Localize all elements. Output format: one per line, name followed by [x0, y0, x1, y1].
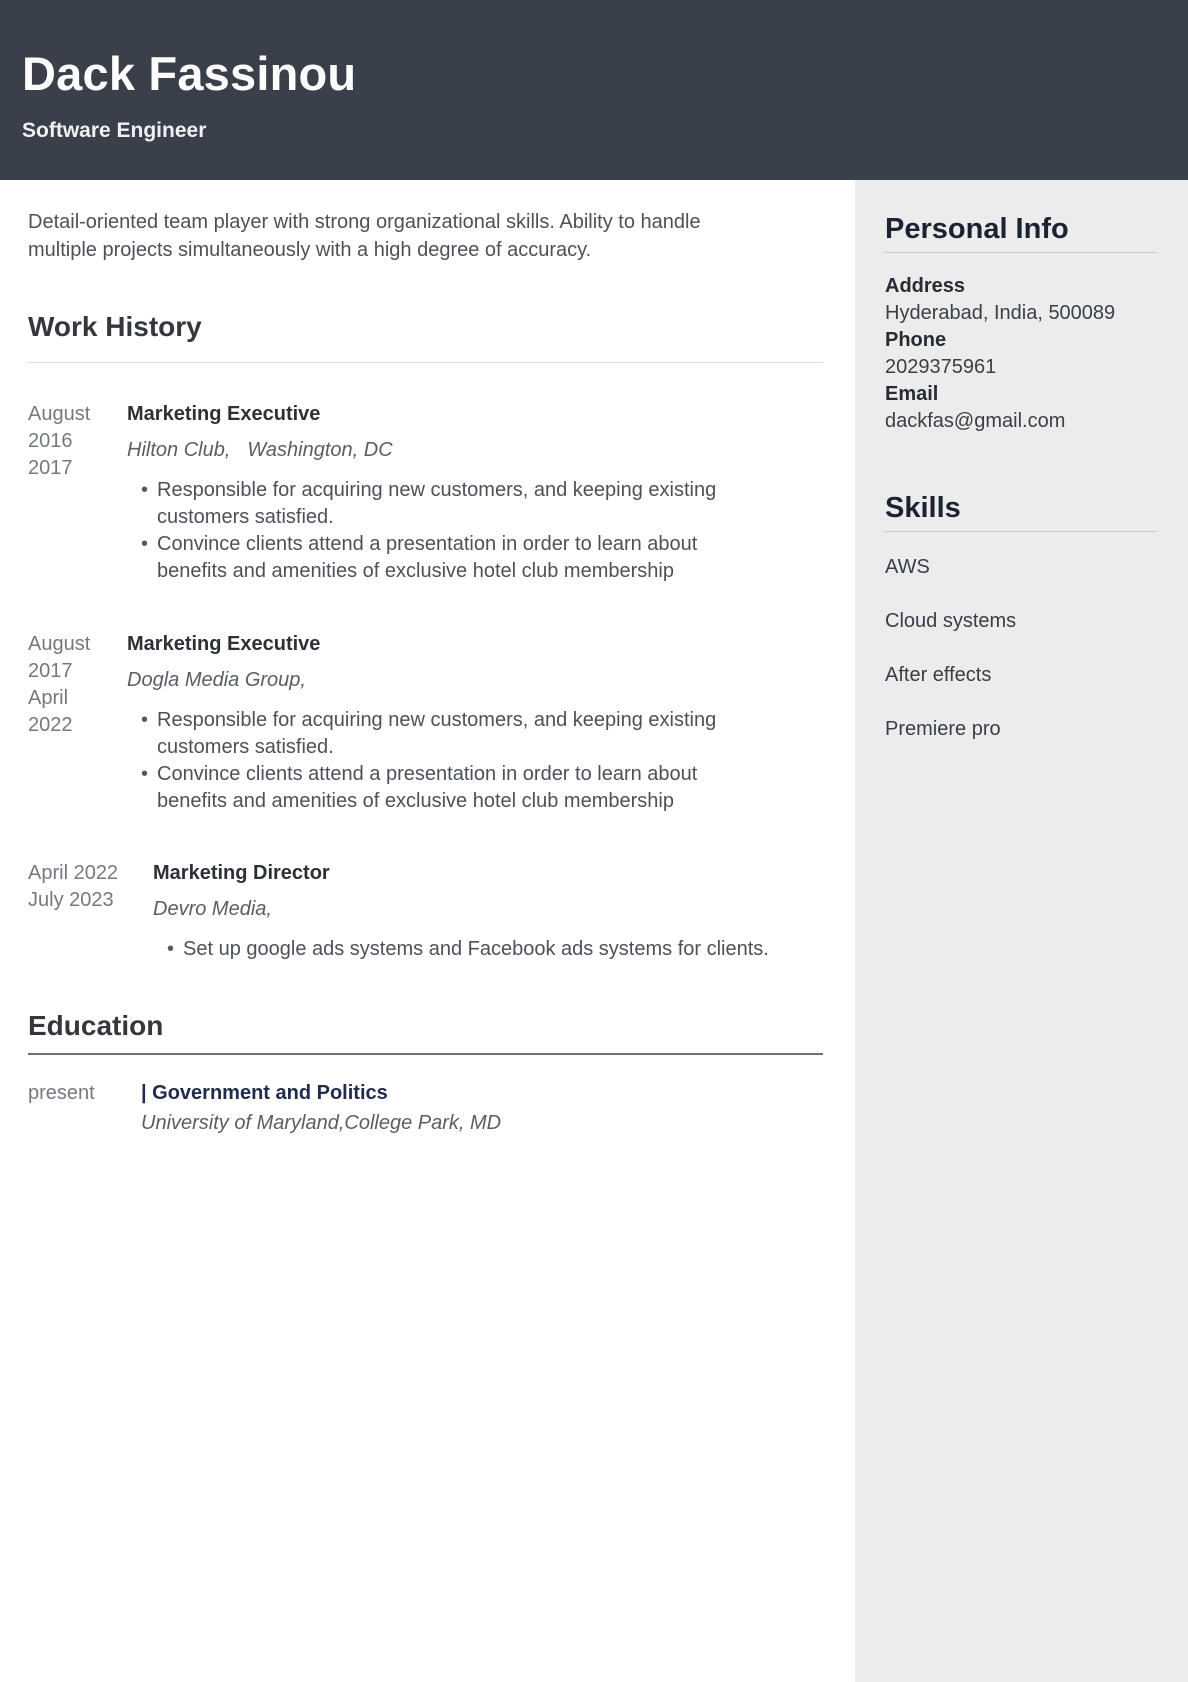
info-value-phone: 2029375961 — [885, 356, 997, 378]
skills-heading: Skills — [885, 493, 1157, 532]
work-entry-dates — [28, 860, 153, 963]
date-line: present — [28, 1082, 95, 1104]
candidate-name: Dack Fassinou — [22, 47, 357, 100]
education-entry-body — [141, 1080, 781, 1137]
work-entry-title: Marketing Executive — [127, 633, 321, 655]
work-entry-body — [127, 401, 767, 585]
work-entry-dates — [28, 631, 127, 815]
date-line: August — [28, 633, 91, 655]
work-entry — [28, 401, 828, 585]
work-entry-body — [127, 631, 767, 815]
education-divider — [28, 1053, 823, 1055]
personal-info-section — [885, 214, 1157, 435]
bullet-item: • Convince clients attend a presentation in order to learn about benefits and amenities of exclusive hotel club membership — [157, 531, 767, 585]
date-line: 2017 — [28, 457, 73, 479]
professional-summary: Detail-oriented team player with strong organizational skills. Ability to handle multiple projects simultaneously with a high degree of accuracy. — [28, 211, 701, 261]
info-label-address: Address — [885, 275, 966, 297]
work-entry-bullets — [153, 936, 793, 963]
bullet-item: • Set up google ads systems and Facebook ads systems for clients. — [183, 936, 793, 963]
personal-info-heading: Personal Info — [885, 214, 1157, 253]
company-name: Devro Media, — [153, 898, 272, 920]
resume-header — [0, 0, 1188, 180]
education-entry — [28, 1080, 828, 1137]
education-school: University of Maryland,College Park, MD — [141, 1112, 502, 1134]
date-line: August — [28, 403, 91, 425]
skill-item: Cloud systems — [885, 610, 1017, 632]
education-entry-dates — [28, 1080, 141, 1137]
info-label-phone: Phone — [885, 329, 947, 351]
education-degree: | Government and Politics — [141, 1082, 388, 1104]
work-history-heading: Work History — [28, 311, 202, 342]
work-entry-title: Marketing Director — [153, 862, 330, 884]
skill-item: After effects — [885, 664, 992, 686]
sidebar — [855, 180, 1188, 1682]
education-heading: Education — [28, 1010, 164, 1041]
personal-info-list — [885, 273, 1157, 435]
info-value-address: Hyderabad, India, 500089 — [885, 302, 1116, 324]
main-column — [28, 180, 828, 1137]
date-line: July 2023 — [28, 889, 114, 911]
work-entry — [28, 860, 828, 963]
work-entry — [28, 631, 828, 815]
info-value-email: dackfas@gmail.com — [885, 410, 1066, 432]
work-entry-dates — [28, 401, 127, 585]
work-entry-title: Marketing Executive — [127, 403, 321, 425]
date-line: 2016 — [28, 430, 73, 452]
bullet-item: • Responsible for acquiring new customers, and keeping existing customers satisfied. — [157, 707, 767, 761]
date-line: 2022 — [28, 714, 73, 736]
work-entry-bullets — [127, 707, 767, 815]
bullet-item: • Responsible for acquiring new customers, and keeping existing customers satisfied. — [157, 477, 767, 531]
info-label-email: Email — [885, 383, 939, 405]
company-location: Washington, DC — [247, 439, 393, 461]
work-entry-company-line — [127, 667, 767, 694]
bullet-item: • Convince clients attend a presentation in order to learn about benefits and amenities of exclusive hotel club membership — [157, 761, 767, 815]
work-entry-body — [153, 860, 793, 963]
company-name: Hilton Club, — [127, 439, 231, 461]
skill-item: AWS — [885, 556, 930, 578]
work-entry-company-line — [127, 437, 767, 464]
work-entry-bullets — [127, 477, 767, 585]
date-line: April 2022 — [28, 862, 119, 884]
company-name: Dogla Media Group, — [127, 669, 306, 691]
skills-section — [885, 493, 1157, 740]
date-line: 2017 — [28, 660, 73, 682]
date-line: April — [28, 687, 69, 709]
candidate-job-title: Software Engineer — [22, 119, 207, 142]
work-entry-company-line — [153, 896, 793, 923]
work-history-divider — [28, 362, 823, 363]
skill-item: Premiere pro — [885, 718, 1001, 740]
skills-list — [885, 556, 1157, 740]
